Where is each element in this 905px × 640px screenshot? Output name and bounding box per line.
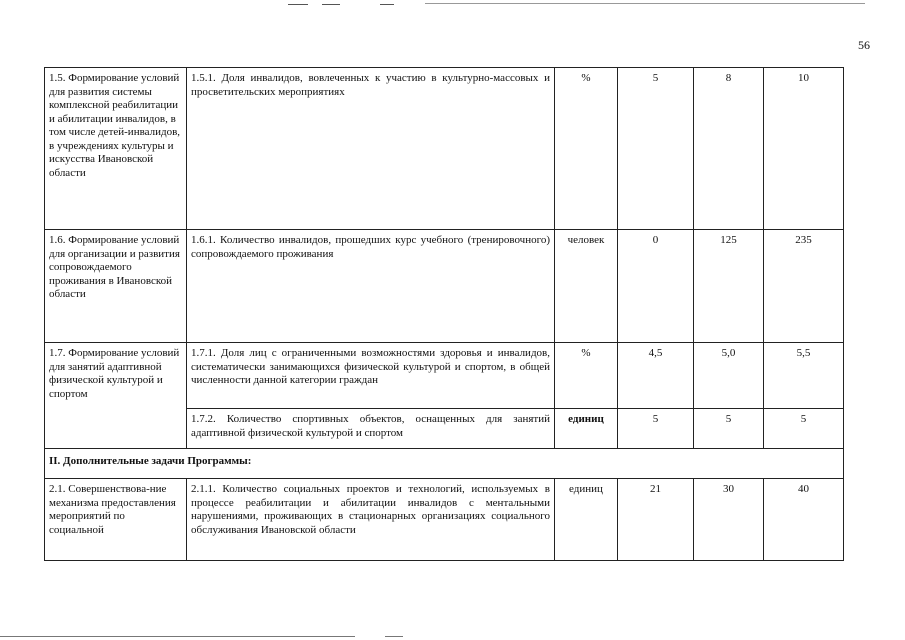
unit-cell: человек <box>555 230 618 343</box>
scan-artifact-top <box>288 4 308 5</box>
value-cell: 0 <box>618 230 694 343</box>
value-cell: 5,0 <box>694 343 764 409</box>
unit-cell: единиц <box>555 409 618 449</box>
value-cell: 5 <box>618 409 694 449</box>
value-cell: 4,5 <box>618 343 694 409</box>
value-cell: 5 <box>618 68 694 230</box>
value-cell: 30 <box>694 479 764 561</box>
unit-cell: единиц <box>555 479 618 561</box>
value-cell: 8 <box>694 68 764 230</box>
table-row <box>45 343 844 409</box>
table-row <box>45 68 844 230</box>
value-cell: 40 <box>764 479 844 561</box>
task-cell: 1.6. Формирование условий для организации и развития сопровождаемого проживания в Ивановской области <box>45 230 187 343</box>
table-row <box>45 479 844 561</box>
page-number: 56 <box>858 38 870 52</box>
indicator-cell: 1.7.2. Количество спортивных объектов, оснащенных для занятий адаптивной физической культурой и спортом <box>187 409 555 449</box>
task-cell: 1.7. Формирование условий для занятий адаптивной физической культурой и спортом <box>45 343 187 449</box>
scan-artifact-top <box>322 4 340 5</box>
program-indicators-table <box>44 67 844 561</box>
indicator-cell: 1.7.1. Доля лиц с ограниченными возможностями здоровья и инвалидов, систематически занимающихся физической культурой и спортом, в общей численности данной категории граждан <box>187 343 555 409</box>
value-cell: 125 <box>694 230 764 343</box>
scan-artifact-bottom <box>0 636 355 637</box>
value-cell: 5 <box>764 409 844 449</box>
indicator-cell: 1.6.1. Количество инвалидов, прошедших курс учебного (тренировочного) сопровождаемого проживания <box>187 230 555 343</box>
indicator-cell: 2.1.1. Количество социальных проектов и технологий, используемых в процессе реабилитации и абилитации инвалидов с ментальными нарушениями, проживающих в стационарных организациях социального обслуживания Ивановской области <box>187 479 555 561</box>
value-cell: 21 <box>618 479 694 561</box>
value-cell: 5,5 <box>764 343 844 409</box>
task-cell: 2.1. Совершенствова-ние механизма предоставления мероприятий по социальной <box>45 479 187 561</box>
indicator-cell: 1.5.1. Доля инвалидов, вовлеченных к участию в культурно-массовых и просветительских мероприятиях <box>187 68 555 230</box>
value-cell: 235 <box>764 230 844 343</box>
unit-cell: % <box>555 343 618 409</box>
scan-artifact-top <box>380 4 394 5</box>
unit-cell: % <box>555 68 618 230</box>
value-cell: 5 <box>694 409 764 449</box>
section-row <box>45 449 844 479</box>
value-cell: 10 <box>764 68 844 230</box>
section-title: II. Дополнительные задачи Программы: <box>45 449 844 479</box>
scan-artifact-bottom <box>385 636 403 637</box>
table-row <box>45 230 844 343</box>
scan-artifact-top <box>425 3 865 4</box>
task-cell: 1.5. Формирование условий для развития системы комплексной реабилитации и абилитации инвалидов, в том числе детей-инвалидов, в учреждениях культуры и искусства Ивановской области <box>45 68 187 230</box>
